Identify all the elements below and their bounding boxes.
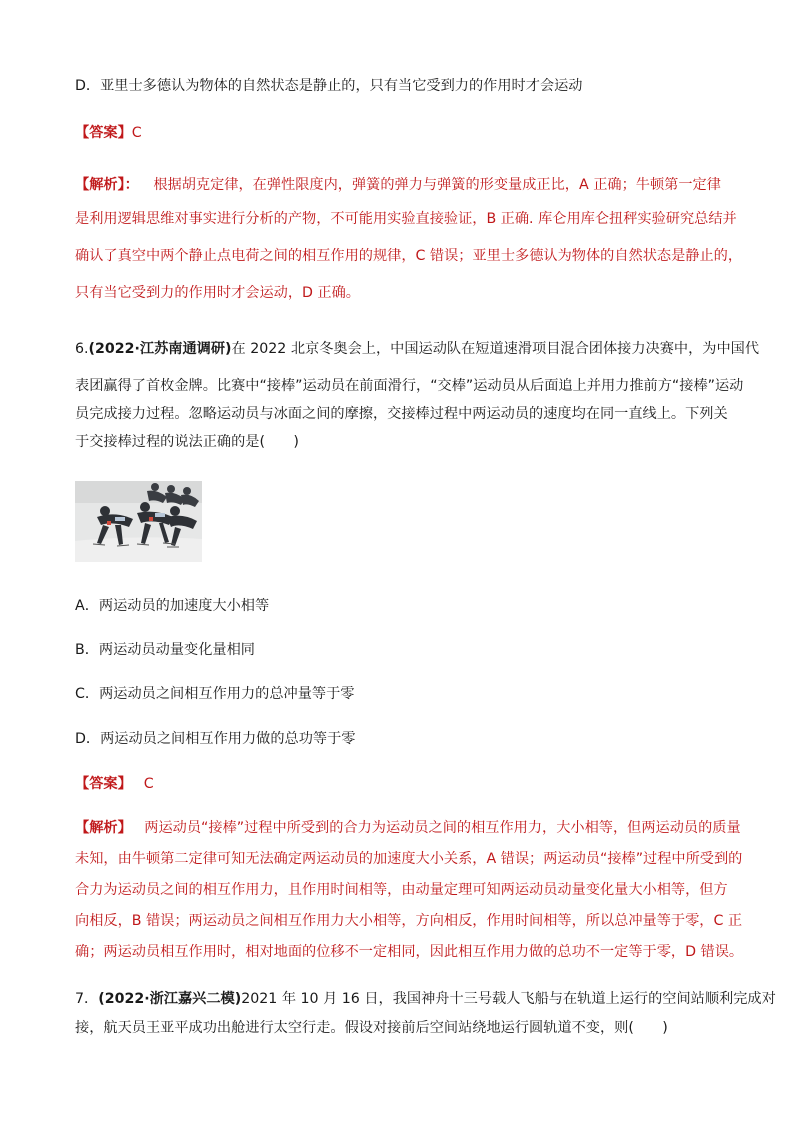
q6-option-c: C．两运动员之间相互作用力的总冲量等于零 (75, 686, 355, 702)
q7-stem-line-2: 接，航天员王亚平成功出舱进行太空行走。假设对接前后空间站绕地运行圆轨道不变，则( ) (75, 1020, 668, 1036)
prev-option-d: D．亚里士多德认为物体的自然状态是静止的，只有当它受到力的作用时才会运动 (75, 78, 583, 94)
q7-stem-line-1 (75, 990, 776, 1008)
q6-analysis-line-5: 确；两运动员相互作用时，相对地面的位移不一定相同，因此相互作用力做的总功不一定等于零，D 错误。 (75, 944, 744, 960)
q6-analysis-line-3: 合力为运动员之间的相互作用力，且作用时间相等，由动量定理可知两运动员动量变化量大小相等，但方 (75, 882, 728, 898)
q6-number: 6. (75, 341, 89, 357)
answer-value: C (131, 125, 142, 141)
q6-analysis-line-2: 未知，由牛顿第二定律可知无法确定两运动员的加速度大小关系，A 错误；两运动员“接棒”过程中所受到的 (75, 851, 743, 867)
q6-stem-line-2: 表团赢得了首枚金牌。比赛中“接棒”运动员在前面滑行，“交棒”运动员从后面追上并用力推前方“接棒”运动 (75, 378, 744, 394)
q6-option-a: A．两运动员的加速度大小相等 (75, 598, 270, 614)
q6-stem-line-4: 于交接棒过程的说法正确的是( ) (75, 434, 299, 450)
answer-label: 【答案】 (75, 776, 132, 792)
prev-analysis-line-4: 只有当它受到力的作用时才会运动，D 正确。 (75, 285, 360, 301)
analysis-label: 【解析】 (75, 820, 132, 836)
skaters-illustration (75, 481, 202, 562)
q6-analysis-line-1 (75, 819, 741, 837)
prev-analysis-line-3: 确认了真空中两个静止点电荷之间的相互作用的规律，C 错误；亚里士多德认为物体的自然状态是静止的， (75, 248, 743, 264)
q6-source: (2022·江苏南通调研) (88, 341, 232, 357)
answer-label: 【答案】 (75, 125, 132, 141)
q7-source: (2022·浙江嘉兴二模) (98, 991, 242, 1007)
q6-answer (75, 775, 154, 793)
analysis-label: 【解析】： (75, 177, 139, 193)
q6-analysis-line-4: 向相反，B 错误；两运动员之间相互作用力大小相等，方向相反，作用时间相等，所以总冲量等于零，C 正 (75, 913, 743, 929)
prev-analysis-line-2: 是利用逻辑思维对事实进行分析的产物，不可能用实验直接验证，B 正确. 库仑用库仑扭秤实验研究总结并 (75, 211, 737, 227)
q7-stem-text: 2021 年 10 月 16 日，我国神舟十三号载人飞船与在轨道上运行的空间站顺利完成对 (241, 991, 776, 1007)
prev-answer (75, 124, 142, 142)
q6-option-b: B．两运动员动量变化量相同 (75, 642, 255, 658)
prev-analysis-line-1 (75, 176, 721, 194)
q6-stem-line-3: 员完成接力过程。忽略运动员与冰面之间的摩擦，交接棒过程中两运动员的速度均在同一直线上。下列关 (75, 406, 728, 422)
speed-skating-relay-photo (75, 481, 202, 562)
q6-stem-text: 在 2022 北京冬奥会上，中国运动队在短道速滑项目混合团体接力决赛中，为中国代 (231, 341, 760, 357)
answer-value: C (143, 776, 154, 792)
q6-option-d: D．两运动员之间相互作用力做的总功等于零 (75, 731, 356, 747)
q6-stem-line-1 (75, 340, 759, 358)
analysis-text: 两运动员“接棒”过程中所受到的合力为运动员之间的相互作用力，大小相等，但两运动员的质量 (144, 820, 741, 836)
analysis-text: 根据胡克定律，在弹性限度内，弹簧的弹力与弹簧的形变量成正比，A 正确；牛顿第一定律 (153, 177, 721, 193)
q7-number: 7． (75, 991, 99, 1007)
